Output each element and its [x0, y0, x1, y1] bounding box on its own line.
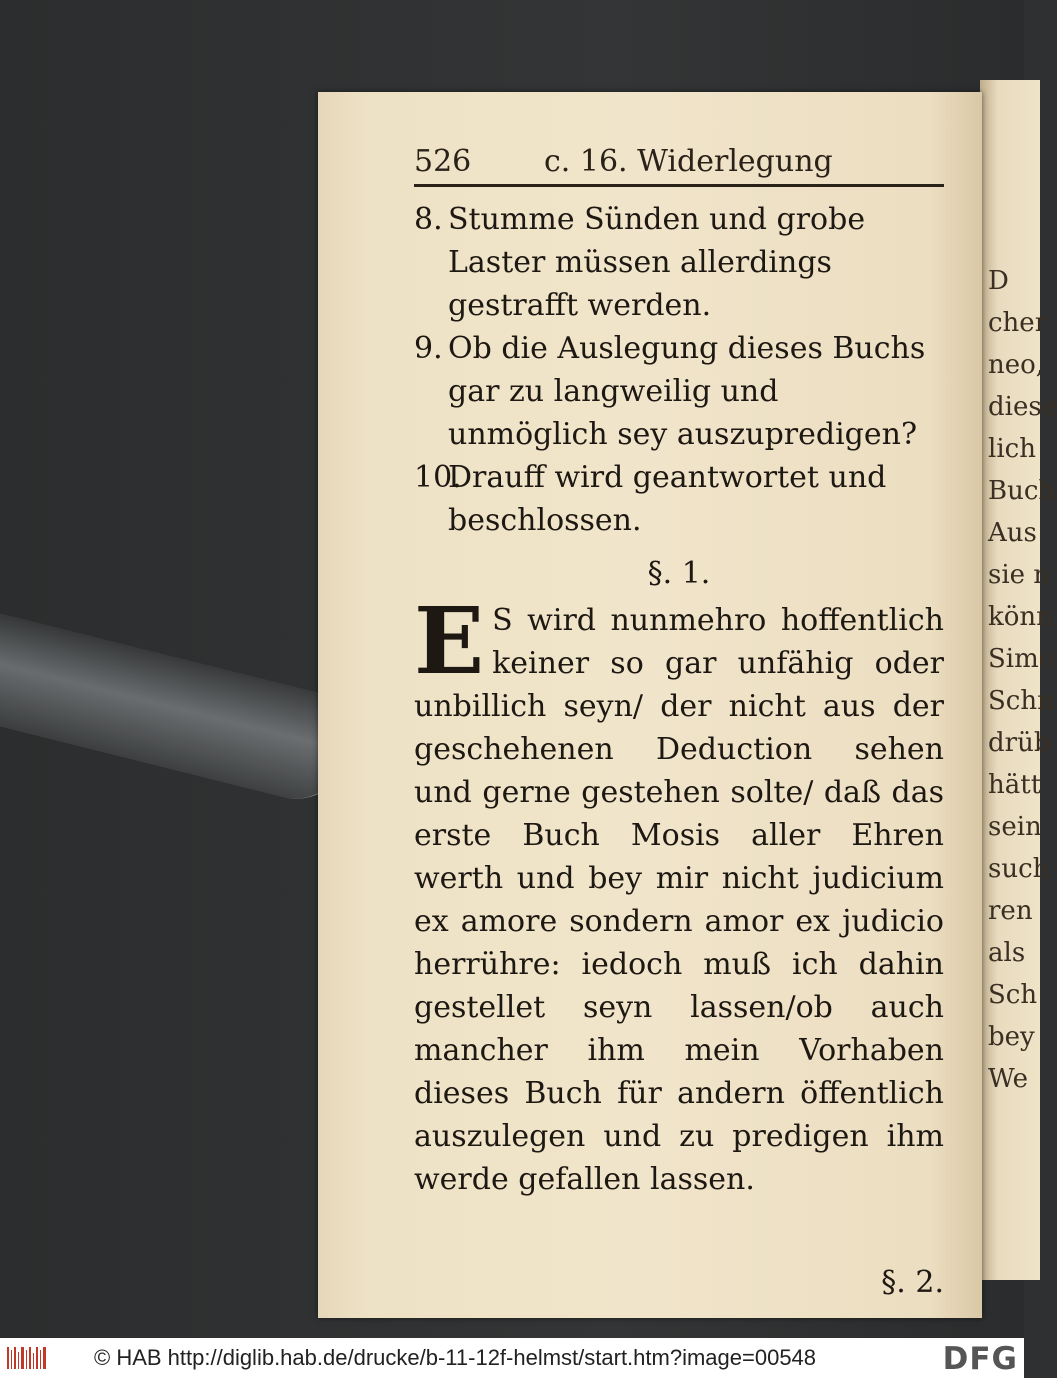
main-paragraph	[414, 587, 944, 1201]
header-rule	[414, 184, 944, 187]
facing-page-fragment: such	[988, 854, 1050, 884]
drop-cap: E	[414, 587, 485, 695]
item-text: Ob die Auslegung dieses Buchs gar zu langweilig und unmöglich sey auszupredigen?	[448, 331, 926, 452]
item-number: 9.	[414, 331, 443, 366]
copyright-url[interactable]: © HAB http://diglib.hab.de/drucke/b-11-12f-helmst/start.htm?image=00548	[94, 1345, 817, 1370]
catchword: §. 2.	[881, 1265, 944, 1300]
summary-item	[414, 456, 944, 542]
facing-page-fragment: Simo	[988, 644, 1055, 674]
paragraph-text: S wird nunmehro hoffentlich keiner so gar unfähig oder unbillich seyn/ der nicht aus der geschehenen Deduction sehen und gerne gestehen solte/ daß das erste Buch Mosis aller Ehren werth und bey mir nicht judicium ex amore sondern amor ex judicio herrühre: iedoch muß ich dahin gestellet seyn lassen/ob auch mancher ihm mein Vorhaben dieses Buch für andern öffentlich auszulegen und zu predigen ihm werde gefallen lassen.	[414, 603, 944, 1197]
facing-page-fragment: cher	[988, 308, 1048, 338]
page-number: 526	[414, 144, 472, 179]
facing-page-fragment: sein	[988, 812, 1042, 842]
facing-page-fragment: Sch	[988, 980, 1038, 1010]
item-number: 10.	[414, 460, 462, 495]
summary-item	[414, 327, 944, 456]
facing-page-fragment: als	[988, 938, 1026, 968]
facing-page-fragment: D	[988, 266, 1009, 296]
item-number: 8.	[414, 202, 443, 237]
facing-page-fragment: diese	[988, 392, 1057, 422]
item-text: Drauff wird geantwortet und beschlossen.	[448, 460, 887, 538]
facing-page-fragment: Buch	[988, 476, 1056, 506]
facing-page-fragment: Schn	[988, 686, 1054, 716]
facing-page-fragment: lich	[988, 434, 1036, 464]
facing-page-fragment: We	[988, 1064, 1028, 1094]
hab-barcode-logo-icon	[6, 1344, 48, 1372]
facing-page-fragment: Aus	[988, 518, 1037, 548]
dfg-logo: DFG	[942, 1341, 1018, 1377]
page-body	[414, 198, 944, 1304]
facing-page-fragment: hätt	[988, 770, 1042, 800]
facing-page-fragment: drüb	[988, 728, 1051, 758]
facing-page-fragment: bey	[988, 1022, 1035, 1052]
summary-item	[414, 198, 944, 327]
facing-page-fragment: neo,	[988, 350, 1045, 380]
item-text: Stumme Sünden und grobe Laster müssen allerdings gestrafft werden.	[448, 202, 866, 323]
facing-page-fragment: könn	[988, 602, 1053, 632]
viewer-footer	[0, 1338, 1024, 1378]
facing-page-text	[988, 260, 1057, 1100]
facing-page-fragment: ren	[988, 896, 1033, 926]
section-mark: §. 1.	[647, 556, 711, 591]
glass-weight	[0, 602, 363, 811]
page-header	[414, 144, 944, 184]
facing-page-fragment: sie n	[988, 560, 1051, 590]
running-title: c. 16. Widerlegung	[544, 144, 833, 179]
book-page	[318, 92, 982, 1318]
facing-page-edge	[980, 80, 1057, 1280]
